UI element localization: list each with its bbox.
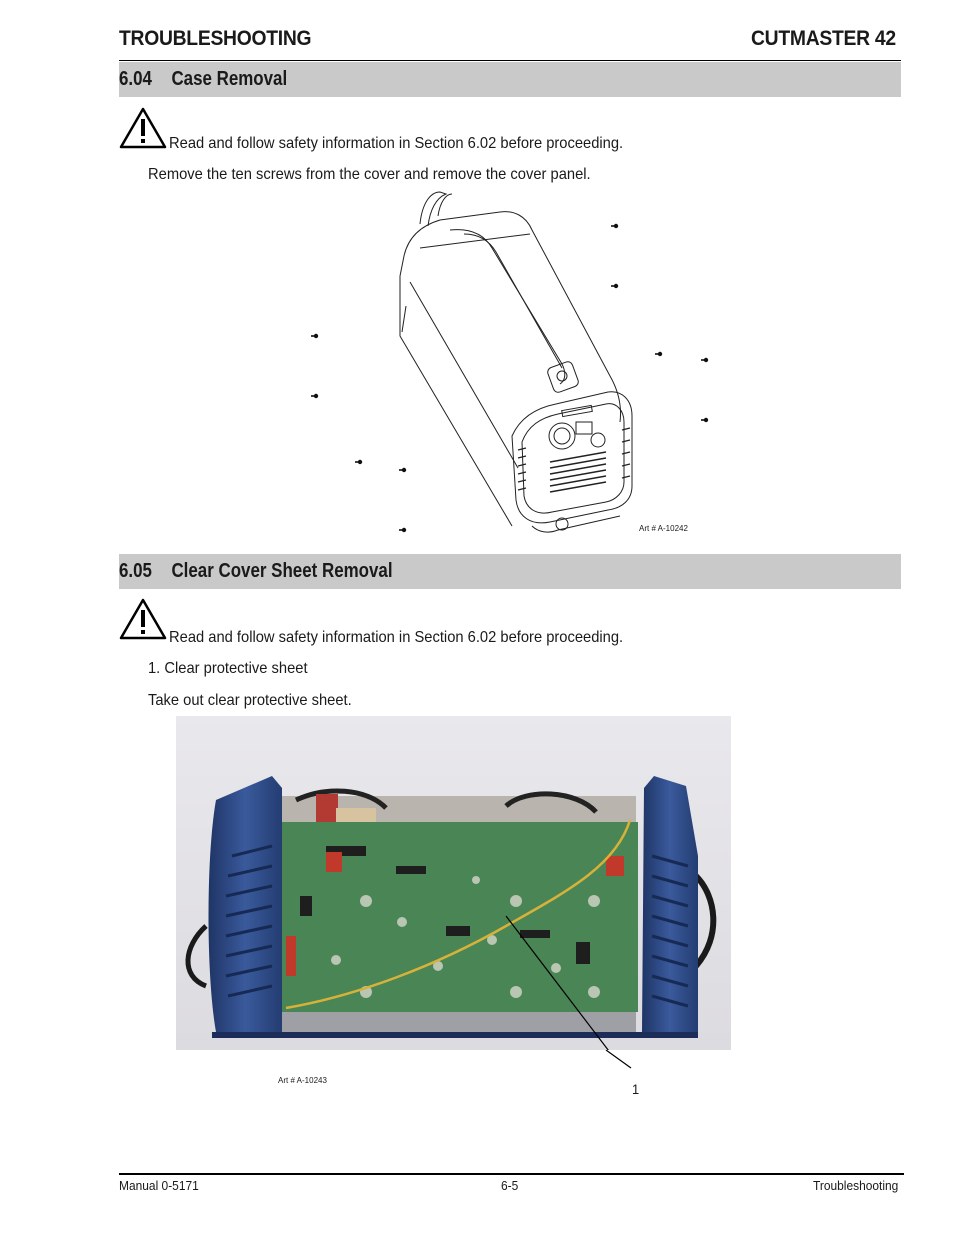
header-chapter-title: TROUBLESHOOTING [119, 27, 312, 50]
footer-page-number: 6-5 [501, 1178, 519, 1193]
callout-leader-line [176, 1050, 656, 1070]
list-item: 1. Clear protective sheet [148, 660, 308, 677]
header-product-name: CUTMASTER 42 [751, 27, 896, 50]
warning-icon [119, 598, 167, 640]
footer-rule [119, 1173, 904, 1175]
instruction-text: Remove the ten screws from the cover and remove the cover panel. [148, 166, 591, 183]
section-number: 6.05 [119, 560, 152, 582]
art-number-label: Art # A-10243 [278, 1076, 327, 1085]
warning-icon [119, 107, 167, 149]
section-number: 6.04 [119, 68, 152, 90]
section-title: Clear Cover Sheet Removal [171, 560, 393, 582]
warning-text: Read and follow safety information in Section 6.02 before proceeding. [169, 629, 624, 646]
callout-number: 1 [632, 1081, 640, 1097]
footer-manual-number: Manual 0-5171 [119, 1178, 199, 1193]
section-title: Case Removal [171, 68, 288, 90]
section-heading-6-05 [119, 554, 901, 589]
footer-chapter: Troubleshooting [813, 1178, 899, 1193]
warning-text: Read and follow safety information in Section 6.02 before proceeding. [169, 135, 624, 152]
case-removal-drawing [300, 186, 720, 546]
header-rule [119, 60, 901, 61]
art-number-label: Art # A-10242 [639, 524, 688, 533]
section-heading-6-04 [119, 62, 901, 97]
clear-cover-sheet-photo [176, 716, 731, 1050]
instruction-text: Take out clear protective sheet. [148, 692, 352, 709]
